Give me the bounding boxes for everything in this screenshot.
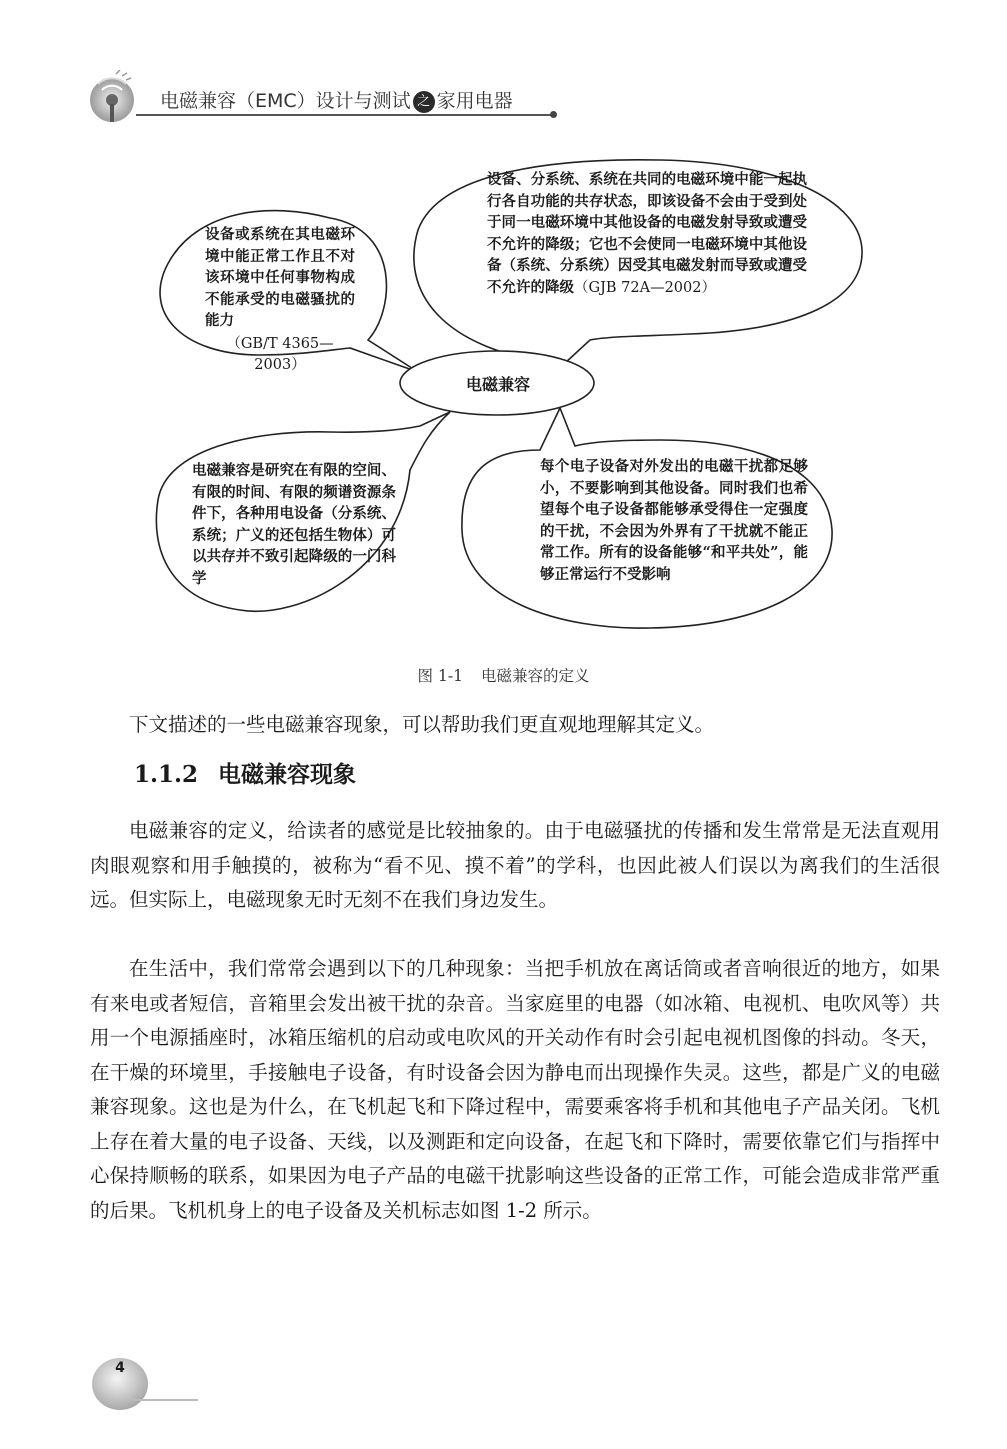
figure-caption — [0, 664, 1007, 686]
header-rule-dot — [550, 111, 557, 118]
page-number: 4 — [115, 1360, 125, 1376]
section-title: 电磁兼容现象 — [218, 761, 357, 788]
bubble-top-right-ref: （GJB 72A—2002） — [574, 279, 716, 296]
header-title-part1: 电磁兼容（EMC）设计与测试 — [160, 90, 411, 112]
header-rule — [136, 114, 554, 116]
bubble-top-right-body: 设备、分系统、系统在共同的电磁环境中能一起执行各自功能的共存状态，即该设备不会由于受到处于同一电磁环境中其他设备的电磁发射导致或遭受不允许的降级；它也不会使同一电磁环境中其他设备（系统、分系统）因受其电磁发射而导致或遭受不允许的降级 — [487, 171, 807, 296]
bubble-top-right-text — [487, 169, 807, 299]
bubble-bottom-left-text — [192, 460, 396, 589]
section-number: 1.1.2 — [134, 761, 199, 788]
figure-caption-label: 图 1-1 — [417, 667, 463, 685]
emc-definition-diagram — [0, 150, 1007, 650]
section-heading — [134, 756, 356, 789]
bubble-top-left-text — [205, 224, 355, 377]
bubble-bottom-left-body: 电磁兼容是研究在有限的空间、有限的时间、有限的频谱资源条件下，各种用电设备（分系统、系统；广义的还包括生物体）可以共存并不致引起降级的一门科学 — [192, 462, 396, 587]
bubble-top-left-ref: （GB/T 4365—2003） — [226, 335, 334, 373]
center-label: 电磁兼容 — [465, 375, 530, 394]
running-header — [86, 64, 556, 124]
bubble-top-left-body: 设备或系统在其电磁环境中能正常工作且不对该环境中任何事物构成不能承受的电磁骚扰的能力 — [205, 226, 355, 329]
figure-caption-text: 电磁兼容的定义 — [480, 667, 590, 685]
intro-paragraph: 下文描述的一些电磁兼容现象，可以帮助我们更直观地理解其定义。 — [129, 713, 715, 736]
body-paragraph-1: 电磁兼容的定义，给读者的感觉是比较抽象的。由于电磁骚扰的传播和发生常常是无法直观用肉眼观察和用手触摸的，被称为“看不见、摸不着”的学科，也因此被人们误以为离我们的生活很远。但实际上，电磁现象无时无刻不在我们身边发生。 — [90, 819, 940, 911]
body-paragraph-2: 在生活中，我们常常会遇到以下的几种现象：当把手机放在离话筒或者音响很近的地方，如果有来电或者短信，音箱里会发出被干扰的杂音。当家庭里的电器（如冰箱、电视机、电吹风等）共用一个电源插座时，冰箱压缩机的启动或电吹风的开关动作有时会引起电视机图像的抖动。冬天，在干燥的环境里，手接触电子设备，有时设备会因为静电而出现操作失灵。这些，都是广义的电磁兼容现象。这也是为什么，在飞机起飞和下降过程中，需要乘客将手机和其他电子产品关闭。飞机上存在着大量的电子设备、天线，以及测距和定向设备，在起飞和下降时，需要依靠它们与指挥中心保持顺畅的联系，如果因为电子产品的电磁干扰影响这些设备的正常工作，可能会造成非常严重的后果。飞机机身上的电子设备及关机标志如图 1-2 所示。 — [90, 957, 940, 1222]
bubble-bottom-right-body: 每个电子设备对外发出的电磁干扰都足够小，不要影响到其他设备。同时我们也希望每个电子设备都能够承受得住一定强度的干扰，不会因为外界有了干扰就不能正常工作。所有的设备能够“和平共处”，能够正常运行不受影响 — [540, 458, 808, 583]
bubble-bottom-right-text — [540, 456, 808, 585]
header-title — [160, 86, 513, 113]
header-separator-badge: 之 — [413, 91, 435, 113]
header-title-part2: 家用电器 — [436, 90, 513, 112]
